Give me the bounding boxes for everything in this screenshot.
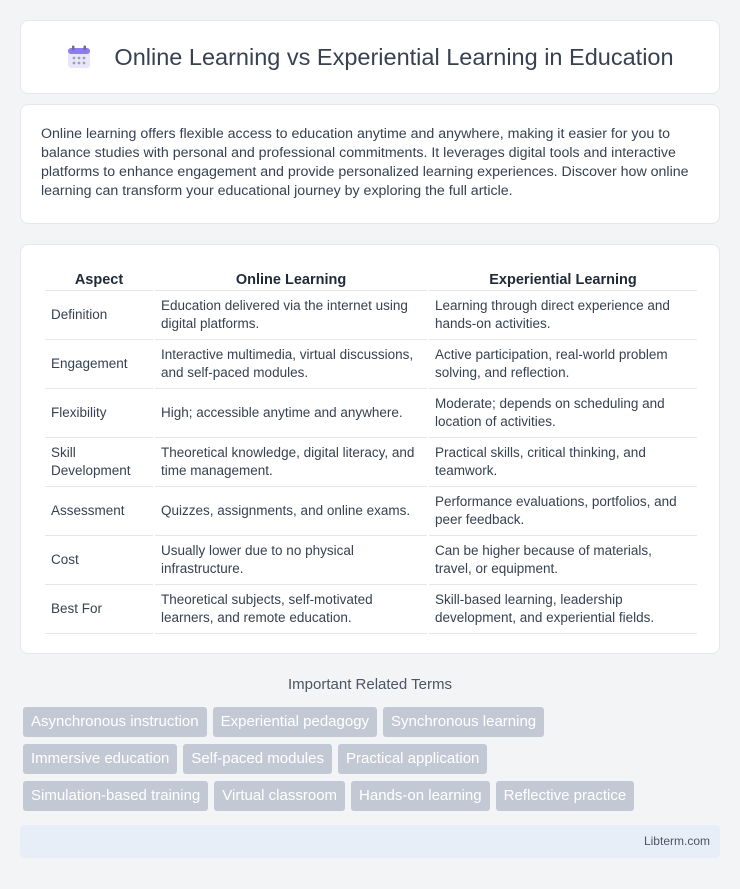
online-cell: Interactive multimedia, virtual discussions, and self-paced modules. bbox=[155, 340, 427, 389]
header-card bbox=[20, 20, 720, 94]
tag-synchronous-learning[interactable]: Synchronous learning bbox=[383, 707, 544, 737]
experiential-cell: Moderate; depends on scheduling and location of activities. bbox=[429, 389, 697, 438]
table-row bbox=[45, 585, 697, 634]
tag-row bbox=[23, 781, 723, 811]
tag-virtual-classroom[interactable]: Virtual classroom bbox=[214, 781, 345, 811]
header-experiential-learning: Experiential Learning bbox=[429, 265, 697, 291]
table-row bbox=[45, 389, 697, 438]
tag-self-paced-modules[interactable]: Self-paced modules bbox=[183, 744, 332, 774]
tag-experiential-pedagogy[interactable]: Experiential pedagogy bbox=[213, 707, 377, 737]
online-cell: High; accessible anytime and anywhere. bbox=[155, 389, 427, 438]
footer-site-link[interactable]: Libterm.com bbox=[643, 834, 710, 848]
tag-simulation-based-training[interactable]: Simulation-based training bbox=[23, 781, 208, 811]
tag-reflective-practice[interactable]: Reflective practice bbox=[496, 781, 635, 811]
online-cell: Usually lower due to no physical infrastructure. bbox=[155, 536, 427, 585]
experiential-cell: Can be higher because of materials, travel, or equipment. bbox=[429, 536, 697, 585]
online-cell: Education delivered via the internet using digital platforms. bbox=[155, 291, 427, 340]
aspect-cell: Engagement bbox=[45, 340, 153, 389]
tag-immersive-education[interactable]: Immersive education bbox=[23, 744, 177, 774]
experiential-cell: Performance evaluations, portfolios, and peer feedback. bbox=[429, 487, 697, 536]
aspect-cell: Flexibility bbox=[45, 389, 153, 438]
table-header-row bbox=[45, 265, 697, 291]
online-cell: Theoretical knowledge, digital literacy, and time management. bbox=[155, 438, 427, 487]
experiential-cell: Learning through direct experience and hands-on activities. bbox=[429, 291, 697, 340]
online-cell: Quizzes, assignments, and online exams. bbox=[155, 487, 427, 536]
table-row bbox=[45, 291, 697, 340]
aspect-cell: Assessment bbox=[45, 487, 153, 536]
experiential-cell: Skill-based learning, leadership development, and experiential fields. bbox=[429, 585, 697, 634]
online-cell: Theoretical subjects, self-motivated learners, and remote education. bbox=[155, 585, 427, 634]
experiential-cell: Active participation, real-world problem solving, and reflection. bbox=[429, 340, 697, 389]
tag-practical-application[interactable]: Practical application bbox=[338, 744, 487, 774]
intro-card bbox=[20, 104, 720, 224]
comparison-table bbox=[43, 265, 699, 634]
header-online-learning: Online Learning bbox=[155, 265, 427, 291]
intro-text: Online learning offers flexible access to education anytime and anywhere, making it easier for you to balance studies with personal and professional commitments. It leverages digital tools and interactive platforms to enhance engagement and provide personalized learning experiences. Discover how online learning can transform your educational journey by exploring the full article. bbox=[41, 126, 689, 199]
table-row bbox=[45, 487, 697, 536]
aspect-cell: Definition bbox=[45, 291, 153, 340]
tag-hands-on-learning[interactable]: Hands-on learning bbox=[351, 781, 490, 811]
header-aspect: Aspect bbox=[45, 265, 153, 291]
aspect-cell: Skill Development bbox=[45, 438, 153, 487]
tag-row bbox=[23, 744, 723, 774]
table-row bbox=[45, 438, 697, 487]
aspect-cell: Best For bbox=[45, 585, 153, 634]
table-row bbox=[45, 340, 697, 389]
aspect-cell: Cost bbox=[45, 536, 153, 585]
related-terms-title: Important Related Terms bbox=[288, 676, 452, 693]
table-row bbox=[45, 536, 697, 585]
calendar-icon bbox=[66, 44, 92, 70]
tag-row bbox=[23, 707, 723, 737]
experiential-cell: Practical skills, critical thinking, and teamwork. bbox=[429, 438, 697, 487]
footer bbox=[20, 825, 720, 858]
comparison-table-card bbox=[20, 244, 720, 654]
related-terms-list bbox=[23, 707, 723, 818]
page-title: Online Learning vs Experiential Learning in Education bbox=[114, 43, 674, 70]
tag-asynchronous-instruction[interactable]: Asynchronous instruction bbox=[23, 707, 207, 737]
